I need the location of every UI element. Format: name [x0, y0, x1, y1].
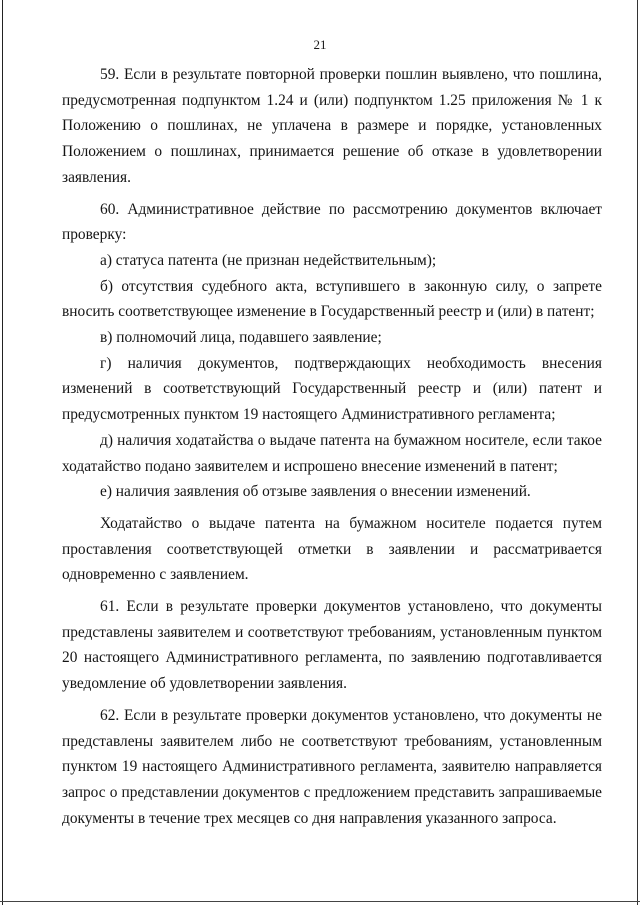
paragraph-petition: Ходатайство о выдаче патента на бумажном носителе подается путем проставления соответствующей отметки в заявлении и рассматривается одновременно с заявлением.	[62, 514, 602, 584]
scan-edge-bottom	[0, 901, 640, 902]
document-body	[62, 62, 602, 831]
paragraph-61: 61. Если в результате проверки документов установлено, что документы представлены заявителем и соответствуют требованиям, установленным пунктом 20 настоящего Административного регламента, по заявлению подготавливается уведомление об удовлетворении заявления.	[62, 598, 602, 693]
list-item-b: б) отсутствия судебного акта, вступившего в законную силу, о запрете вносить соответствующее изменение в Государственный реестр и (или) в патент;	[62, 277, 602, 321]
scan-edge-left	[2, 0, 3, 905]
paragraph-62: 62. Если в результате проверки документов установлено, что документы не представлены заявителем либо не соответствуют требованиям, установленным пунктом 19 настоящего Административного регламента, заявителю направляется запрос о представлении документов с предложением представить запрашиваемые документы в течение трех месяцев со дня направления указанного запроса.	[62, 706, 602, 827]
paragraph-59: 59. Если в результате повторной проверки пошлин выявлено, что пошлина, предусмотренная подпунктом 1.24 и (или) подпунктом 1.25 приложения № 1 к Положению о пошлинах, не уплачена в размере и порядке, установленных Положением о пошлинах, принимается решение об отказе в удовлетворении заявления.	[62, 66, 602, 186]
page-number: 21	[313, 37, 327, 52]
list-item-d: д) наличия ходатайства о выдаче патента на бумажном носителе, если такое ходатайство подано заявителем и испрошено внесение изменений в патент;	[62, 431, 602, 475]
list-item-a: а) статуса патента (не признан недействительным);	[100, 251, 437, 269]
list-item-g: г) наличия документов, подтверждающих необходимость внесения изменений в соответствующий Государственный реестр и (или) патент и предусмотренных пунктом 19 настоящего Административного регламента;	[62, 354, 602, 424]
scan-edge-right	[637, 0, 638, 905]
list-item-v: в) полномочий лица, подавшего заявление;	[100, 329, 382, 347]
paragraph-60: 60. Административное действие по рассмотрению документов включает проверку:	[62, 200, 602, 244]
list-item-e: е) наличия заявления об отзыве заявления о внесении изменений.	[100, 483, 531, 501]
